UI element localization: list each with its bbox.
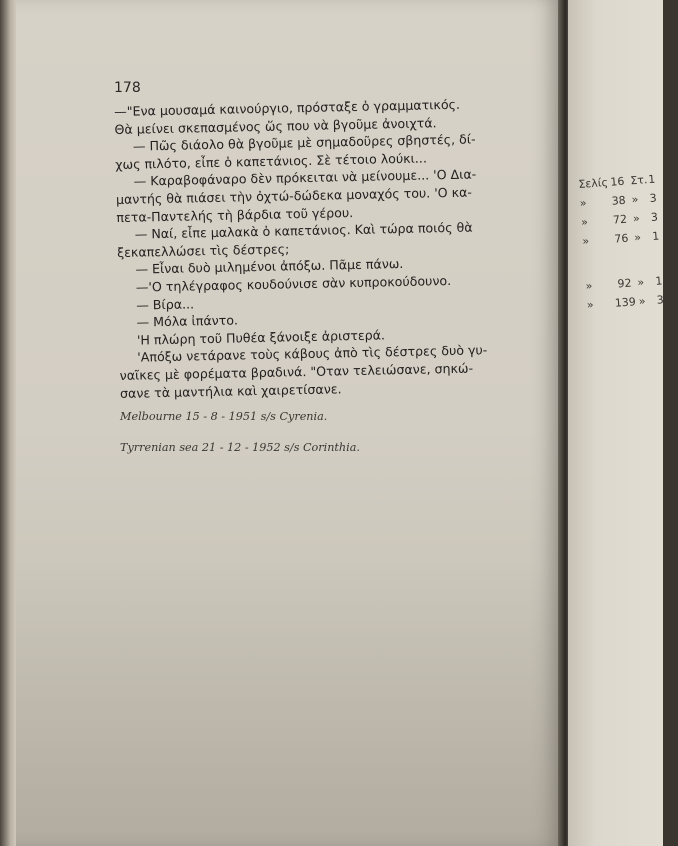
text-line: μαντής θὰ πιάσει τὴν ὀχτώ-δώδεκα μοναχός του. 'Ο κα- <box>115 184 473 207</box>
text-line: 'Η πλώρη τοῦ Πυθέα ξάνοιξε ἀριστερά. <box>136 327 386 348</box>
errata-page: 76 <box>613 231 629 246</box>
text-line: — Μόλα ἰπάντο. <box>136 312 239 330</box>
errata-col: 3( <box>656 293 669 307</box>
text-line: — Εἶναι δυὸ μιλημένοι ἀπόξω. Πᾶμε πάνω. <box>135 256 404 277</box>
errata-col: 1 <box>654 274 663 288</box>
errata-mark: » <box>632 211 641 226</box>
errata-mark: » <box>633 230 642 245</box>
text-line: χως πιλότο, εἶπε ὁ καπετάνιος. Σὲ τέτοιο λούκι... <box>115 150 428 172</box>
text-line: 'Απόξω νετάρανε τοὺς κάβους ἀπὸ τὶς δέστρες δυὸ γυ- <box>137 342 488 365</box>
right-page <box>568 0 663 846</box>
place-date-line: Melbourne 15 - 8 - 1951 s/s Cyrenia. <box>120 410 328 423</box>
place-date-notes <box>120 410 440 472</box>
errata-col: 3 <box>650 210 659 224</box>
errata-label: » <box>580 215 589 229</box>
errata-col: 1 <box>651 229 660 243</box>
errata-mark: » <box>631 192 639 207</box>
errata-list <box>578 172 678 318</box>
errata-label: Σελίς <box>578 175 609 191</box>
text-line: — Καραβοφάναρο δὲν πρόκειται νὰ μείνουμε... 'Ο Δια- <box>133 166 477 189</box>
text-line: —"Ενα μουσαμά καινούργιο, πρόσταξε ὁ γραμματικός. <box>114 96 461 119</box>
errata-page: 38 <box>611 193 627 208</box>
errata-col: 3 <box>649 191 658 206</box>
text-line: πετα-Παντελής τὴ βάρδια τοῦ γέρου. <box>116 204 354 225</box>
errata-page: 72 <box>612 212 628 227</box>
errata-col: 1 <box>647 172 656 187</box>
errata-mark: » <box>638 294 646 309</box>
text-line: —'Ο τηλέγραφος κουδούνισε σὰν κυπροκούδουνο. <box>135 272 452 295</box>
errata-label: » <box>581 234 590 248</box>
errata-page: 92 <box>617 276 632 291</box>
place-date-line: Tyrrenian sea 21 - 12 - 1952 s/s Corinthia. <box>120 441 360 454</box>
errata-page: 139 <box>614 295 637 310</box>
errata-label: » <box>579 196 587 210</box>
text-line: Θὰ μείνει σκεπασμένος ὥς που νὰ βγοῦμε ἀνοιχτά. <box>114 114 437 137</box>
errata-page: 16 <box>609 174 625 189</box>
page-number: 178 <box>114 80 141 96</box>
errata-mark: » <box>636 275 645 290</box>
text-line: — Ναί, εἶπε μαλακὰ ὁ καπετάνιος. Καὶ τώρα ποιός θὰ <box>134 219 473 242</box>
body-text <box>114 95 525 403</box>
errata-mark: Στ. <box>629 173 648 188</box>
text-line: σανε τὰ μαντήλια καὶ χαιρετίσανε. <box>119 380 342 401</box>
text-line: ναῖκες μὲ φορέματα βραδινά. "Οταν τελειώσανε, σηκώ- <box>119 360 474 383</box>
text-line: — Βίρα... <box>136 295 195 313</box>
text-line: — Πῶς διάολο θὰ βγοῦμε μὲ σημαδοῦρες σβηστές, δί- <box>132 131 476 154</box>
errata-label: » <box>585 279 593 293</box>
errata-label: » <box>586 298 595 312</box>
text-line: ξεκαπελλώσει τὶς δέστρες; <box>116 241 290 260</box>
